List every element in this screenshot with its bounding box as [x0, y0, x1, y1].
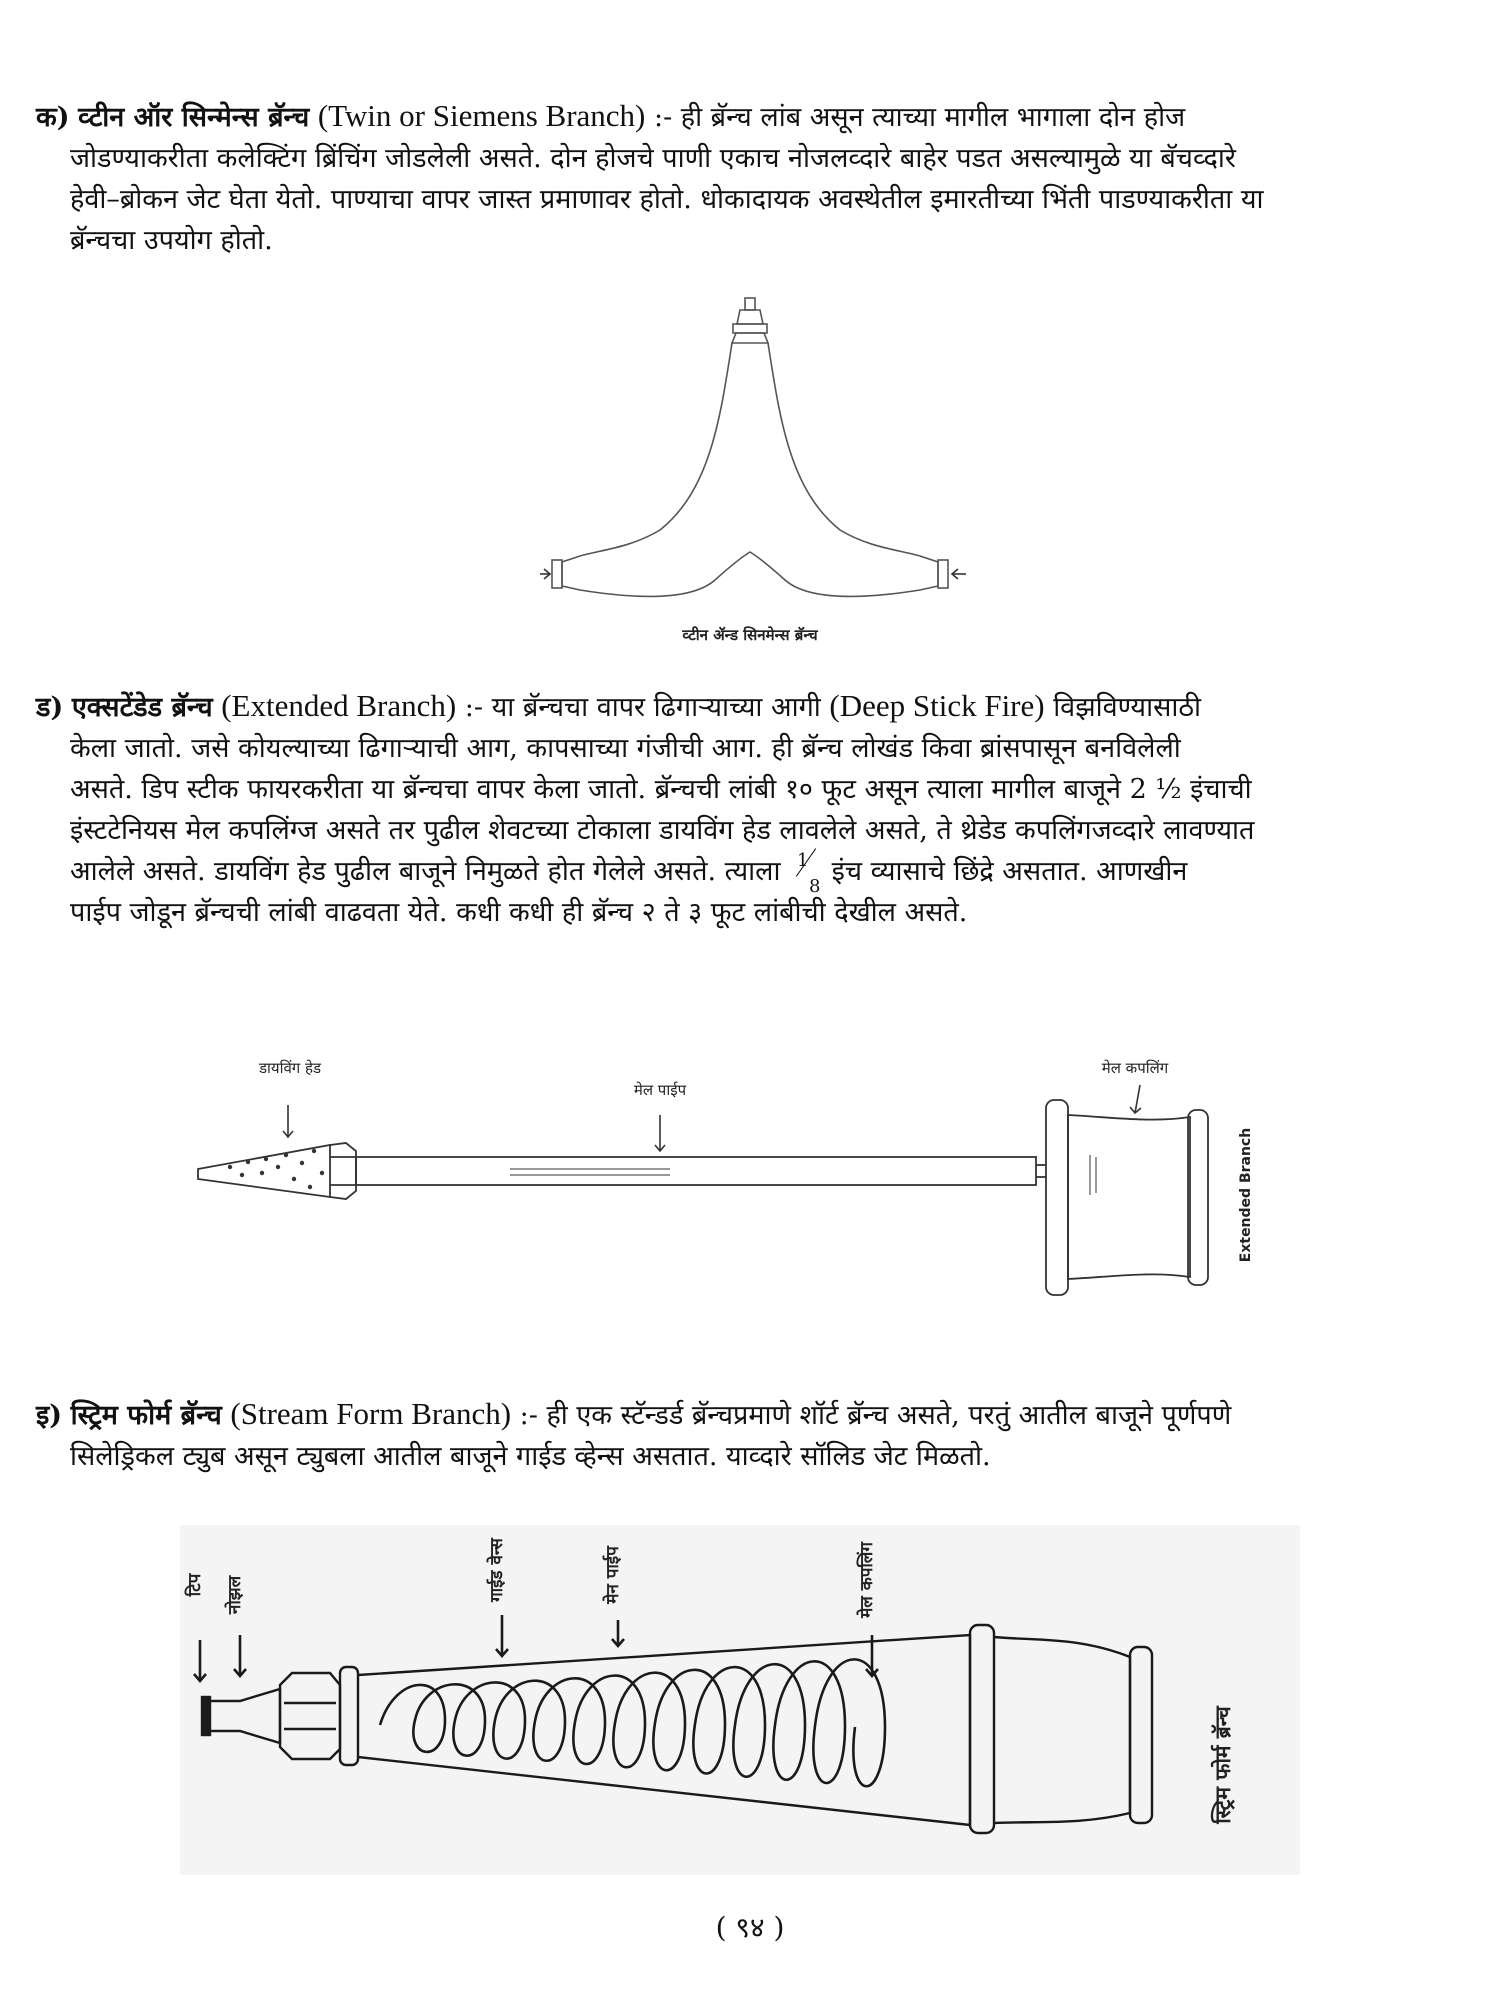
section-heading-english: (Twin or Siemens Branch) — [317, 98, 646, 133]
section-text: :- ही ब्रॅन्च लांब असून त्याच्या मागील भागाला दोन होज — [653, 102, 1186, 133]
extended-branch-side-label: Extended Branch — [1238, 1127, 1254, 1263]
tip-label: टिप — [185, 1573, 205, 1597]
fraction-line-before: आलेले असते. डायविंग हेड पुढील बाजूने निमुळते होत गेलेले असते. त्याला — [70, 856, 781, 887]
deep-stick-fire-term: (Deep Stick Fire) — [829, 688, 1045, 723]
section-marker: क) — [36, 102, 70, 133]
nozzle-label: नोझल — [225, 1575, 245, 1615]
section-heading-english: (Stream Form Branch) — [230, 1396, 512, 1431]
paragraph-line: पाईप जोडून ब्रॅन्चची लांबी वाढवता येते. कधी कधी ही ब्रॅन्च २ ते ३ फूट लांबीची देखील असते. — [70, 897, 968, 928]
male-coupling-label: मेल कपलिंग — [857, 1542, 877, 1618]
paragraph-line: सिलेड्रिकल ट्युब असून ट्युबला आतील बाजूने गाईड व्हेन्स असतात. याव्दारे सॉलिड जेट मिळतो. — [70, 1441, 991, 1472]
section-heading: स्ट्रिम फोर्म ब्रॅन्च — [70, 1400, 222, 1431]
twin-siemens-branch-figure — [540, 280, 980, 660]
male-coupling-label: मेल कपलिंग — [1101, 1059, 1169, 1077]
twin-figure-caption: व्टीन ॲन्ड सिनमेन्स ब्रॅन्च — [682, 626, 818, 644]
section-marker: ड) — [36, 692, 64, 723]
section-marker: इ) — [36, 1400, 63, 1431]
section-heading-english: (Extended Branch) — [221, 688, 457, 723]
extended-branch-figure — [190, 1045, 1300, 1345]
fraction-line-after: इंच व्यासाचे छिंद्रे असतात. आणखीन — [831, 856, 1188, 887]
section-stream-line-1 — [36, 1393, 1476, 1436]
section-extended-line-1 — [36, 685, 1476, 728]
section-extended-branch — [36, 685, 1476, 933]
section-text: :- ही एक स्टॅन्डर्ड ब्रॅन्चप्रमाणे शॉर्ट ब्रॅन्च असते, परतुं आतील बाजूने पूर्णपणे — [519, 1400, 1232, 1431]
paragraph-line: असते. डिप स्टीक फायरकरीता या ब्रॅन्चचा वापर केला जातो. ब्रॅन्चची लांबी १० फूट असून त्याला मागील बाजूने 2 ½ इंचाची — [70, 774, 1252, 805]
page-number: ( ९४ ) — [715, 1911, 785, 1944]
section-twin-line-1 — [36, 95, 1476, 138]
fraction-denominator: 8 — [809, 876, 821, 897]
stream-form-side-label: स्ट्रिम फोर्म ब्रॅन्च — [1211, 1706, 1235, 1824]
male-pipe-label: मेल पाईप — [633, 1081, 687, 1099]
paragraph-line: इंस्टटेनियस मेल कपलिंग्ज असते तर पुढील शेवटच्या टोकाला डायविंग हेड लावलेले असते, ते थ्रेडेड कपलिंगजव्दारे लावण्यात — [70, 815, 1255, 846]
main-pipe-label: मेन पाईप — [603, 1546, 623, 1604]
guide-vanes-label: गाईड वेन्स — [487, 1538, 507, 1602]
paragraph-line: हेवी–ब्रोकन जेट घेता येतो. पाण्याचा वापर जास्त प्रमाणावर होतो. धोकादायक अवस्थेतील इमारतीच्या भिंती पाडण्याकरीता या — [70, 184, 1264, 215]
diving-head-label: डायविंग हेड — [258, 1059, 322, 1077]
section-heading: व्टीन ऑर सिन्मेन्स ब्रॅन्च — [78, 102, 310, 133]
paragraph-line: केला जातो. जसे कोयल्याच्या ढिगाऱ्याची आग, कापसाच्या गंजीची आग. ही ब्रॅन्च लोखंड किवा ब्रांसपासून बनविलेली — [70, 733, 1181, 764]
section-twin-branch — [36, 95, 1476, 261]
section-heading: एक्सटेंडेड ब्रॅन्च — [71, 692, 213, 723]
fraction-numerator: 1 — [797, 850, 809, 871]
paragraph-line: ब्रॅन्चचा उपयोग होतो. — [70, 225, 273, 256]
section-stream-form-branch — [36, 1393, 1476, 1477]
stream-form-branch-figure — [180, 1525, 1300, 1875]
paragraph-line-fraction — [36, 850, 1476, 897]
fraction-one-eighth — [789, 850, 823, 897]
section-text: :- या ब्रॅन्चचा वापर ढिगाऱ्याच्या आगी — [464, 692, 821, 723]
paragraph-line: जोडण्याकरीता कलेक्टिंग ब्रिंचिंग जोडलेली असते. दोन होजचे पाणी एकाच नोजलव्दारे बाहेर पडत असल्यामुळे या बॅचव्दारे — [70, 143, 1236, 174]
section-text-end: विझविण्यासाठी — [1053, 692, 1202, 723]
